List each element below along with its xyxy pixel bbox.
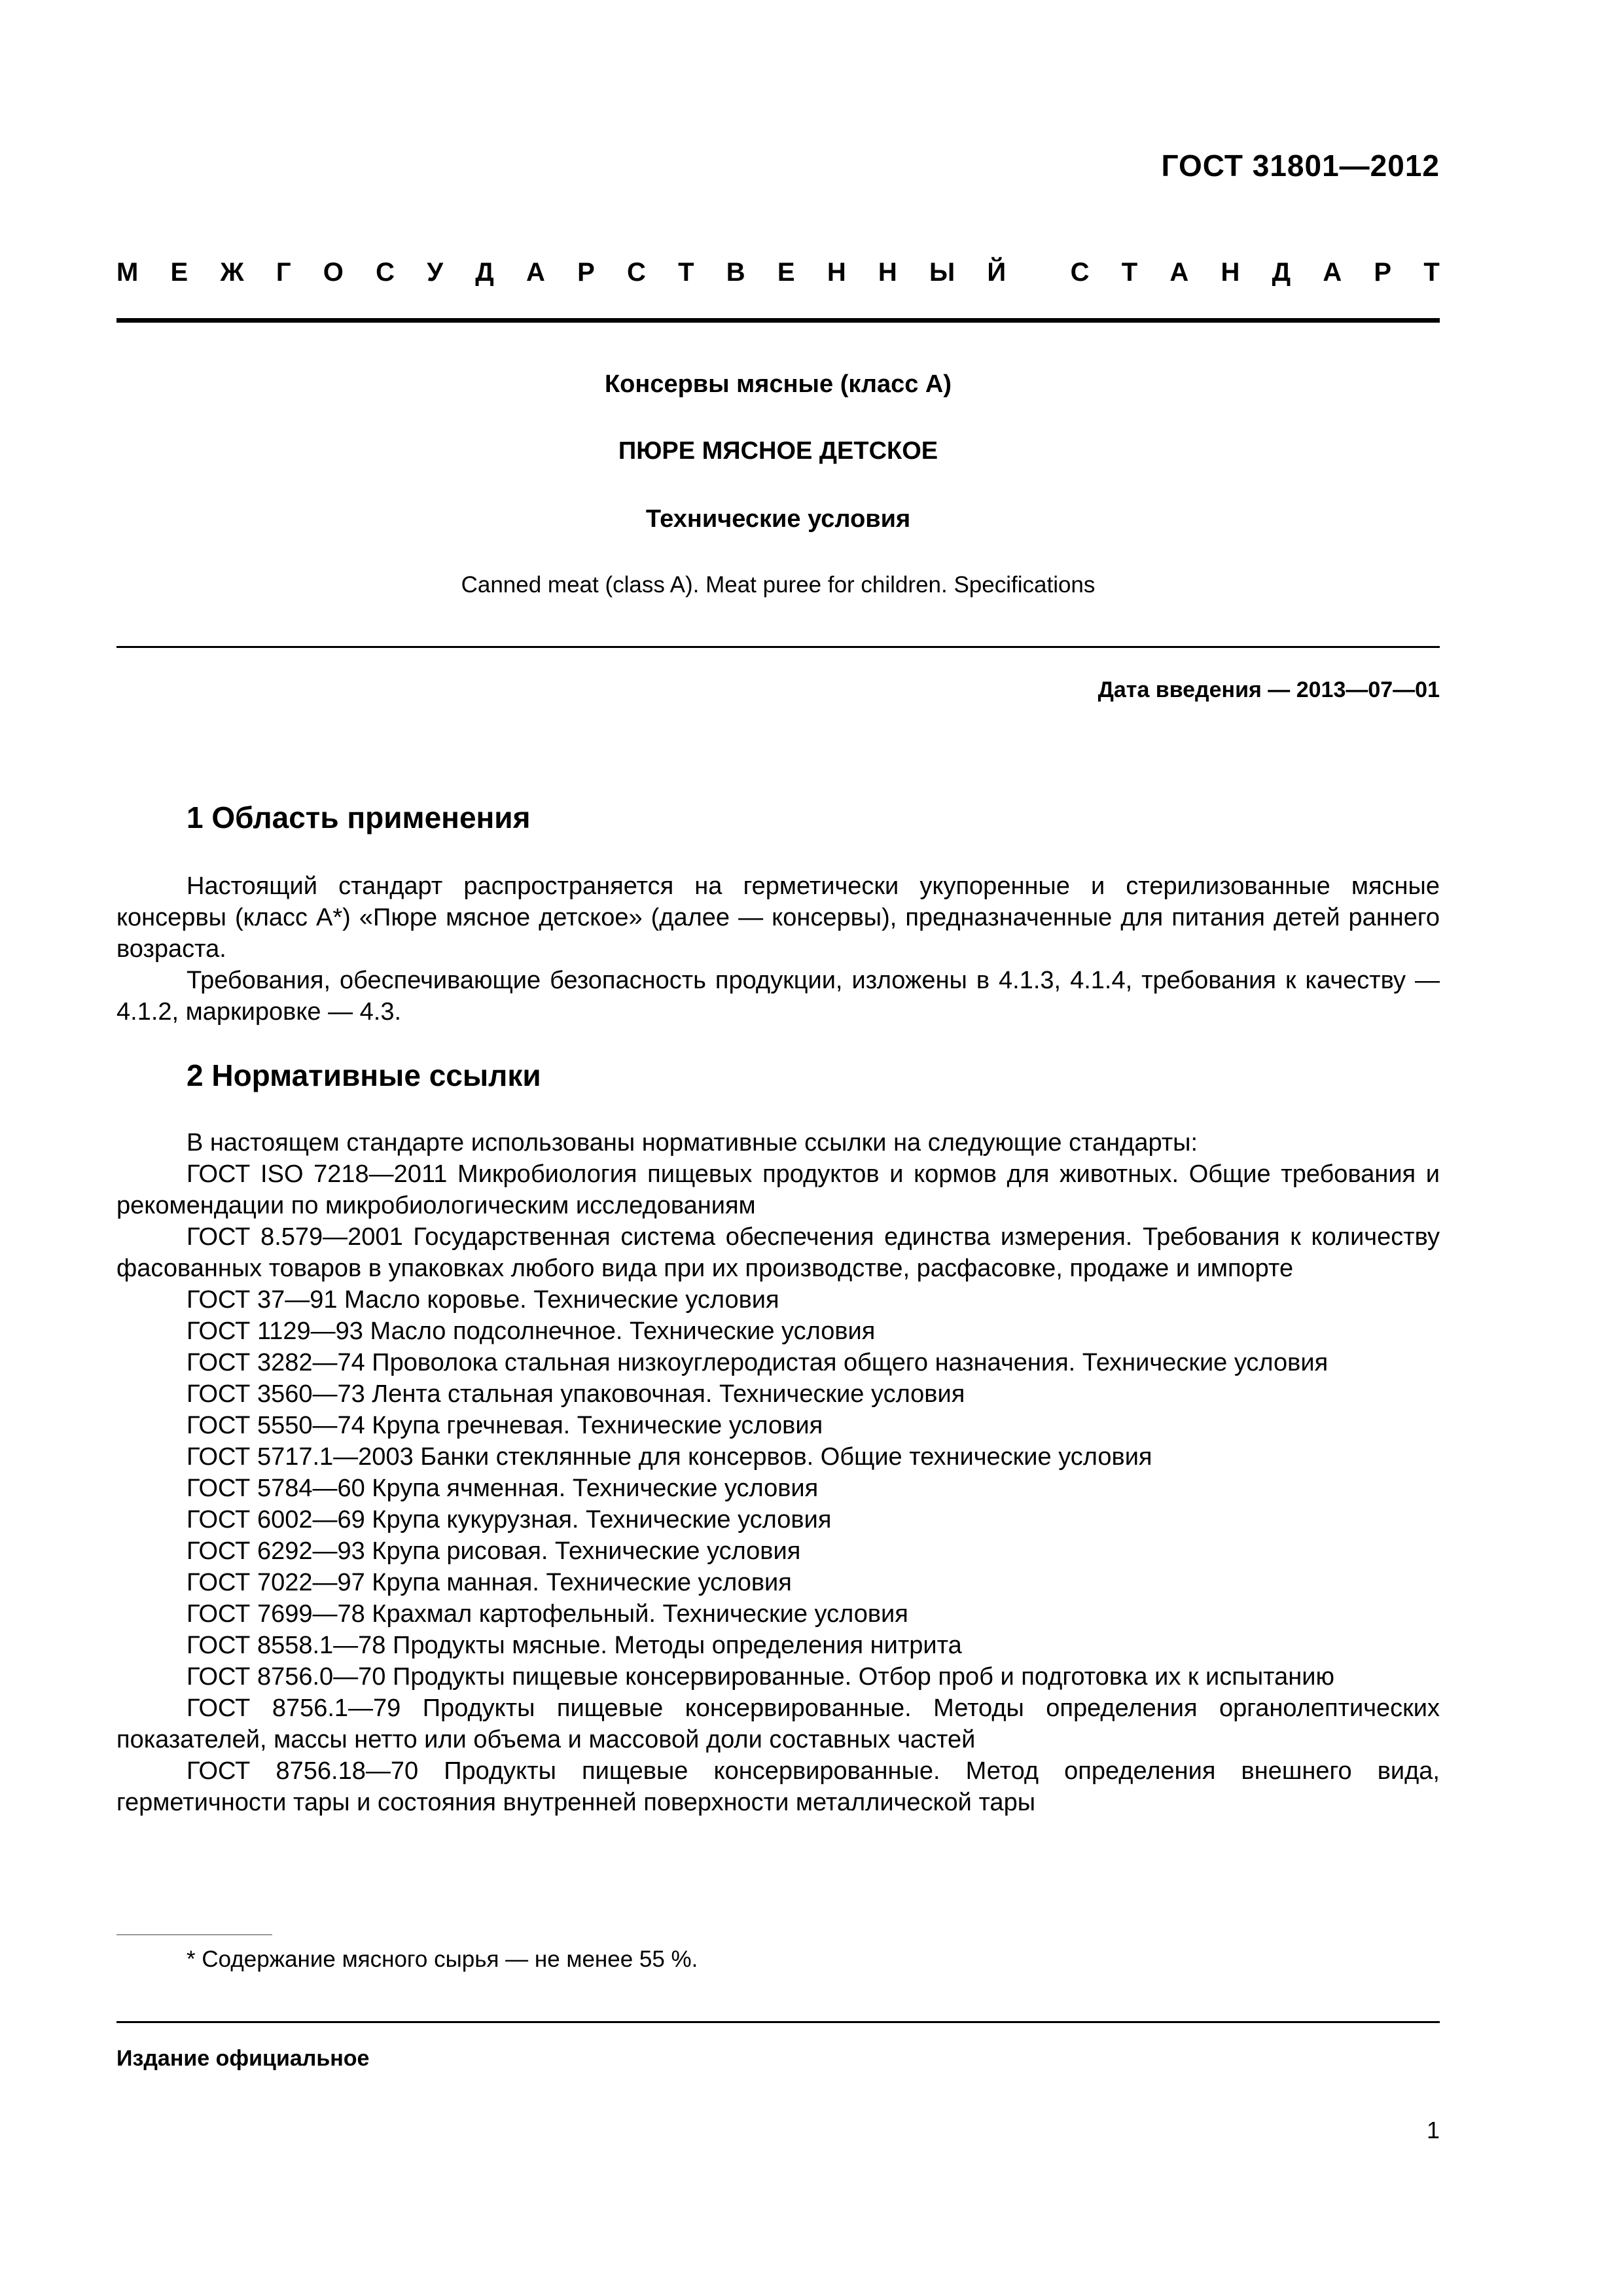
introduction-date: Дата введения — 2013—07—01 <box>1097 677 1440 702</box>
banner-letter: С <box>376 258 395 287</box>
title-rule <box>116 646 1440 648</box>
banner-letter: У <box>427 258 444 287</box>
reference-item: ГОСТ 1129—93 Масло подсолнечное. Технические условия <box>187 1318 876 1345</box>
banner-letter: С <box>1070 258 1090 287</box>
references-list <box>116 1158 1440 1818</box>
banner-letter: А <box>526 258 545 287</box>
title-english: Canned meat (class A). Meat puree for children. Specifications <box>461 572 1096 598</box>
reference-item: ГОСТ 8.579—2001 Государственная система обеспечения единства измерения. Требования к количеству фасованных товаров в упаковках любого вида при их производстве, расфасовке, продаже и импорте <box>116 1223 1440 1282</box>
banner-letter: Е <box>170 258 188 287</box>
reference-item: ГОСТ 7022—97 Крупа манная. Технические условия <box>187 1569 792 1596</box>
banner-letter: Т <box>1423 258 1440 287</box>
section-1-heading: 1 Область применения <box>187 800 531 834</box>
section-2-body <box>116 1127 1440 1818</box>
banner-letter: О <box>323 258 344 287</box>
banner-letter: С <box>627 258 646 287</box>
banner-letter: А <box>1323 258 1342 287</box>
banner-letter: М <box>116 258 139 287</box>
reference-item: ГОСТ 8558.1—78 Продукты мясные. Методы определения нитрита <box>187 1632 962 1659</box>
banner-letter: Н <box>1221 258 1240 287</box>
reference-item: ГОСТ 3282—74 Проволока стальная низкоуглеродистая общего назначения. Технические условия <box>187 1349 1329 1376</box>
reference-item: ГОСТ 5784—60 Крупа ячменная. Технические условия <box>187 1475 819 1502</box>
banner-letter: Р <box>1374 258 1392 287</box>
reference-item: ГОСТ 5717.1—2003 Банки стеклянные для консервов. Общие технические условия <box>187 1443 1152 1471</box>
reference-item: ГОСТ ISO 7218—2011 Микробиология пищевых продуктов и кормов для животных. Общие требования и рекомендации по микробиологическим исследованиям <box>116 1160 1440 1219</box>
banner-letter: А <box>1169 258 1189 287</box>
banner-letter: Р <box>577 258 595 287</box>
title-subtitle: Технические условия <box>645 505 911 533</box>
banner-letter: Н <box>827 258 846 287</box>
banner-letter: Ж <box>220 258 244 287</box>
banner-letter: Г <box>276 258 291 287</box>
section-1-paragraph: Требования, обеспечивающие безопасность продукции, изложены в 4.1.3, 4.1.4, требования к качеству — 4.1.2, маркировке — 4.3. <box>116 967 1440 1026</box>
reference-item: ГОСТ 7699—78 Крахмал картофельный. Технические условия <box>187 1600 908 1628</box>
interstate-standard-banner <box>116 258 1440 287</box>
reference-item: ГОСТ 3560—73 Лента стальная упаковочная. Технические условия <box>187 1380 965 1408</box>
references-intro: В настоящем стандарте использованы нормативные ссылки на следующие стандарты: <box>187 1129 1198 1157</box>
page-number: 1 <box>1426 2117 1440 2144</box>
section-1-body <box>116 870 1440 1028</box>
footnote: * Содержание мясного сырья — не менее 55 %. <box>187 1946 698 1972</box>
section-2-heading: 2 Нормативные ссылки <box>187 1058 541 1092</box>
official-edition-label: Издание официальное <box>116 2046 370 2071</box>
title-category: Консервы мясные (класс А) <box>604 370 952 398</box>
footer-rule <box>116 2021 1440 2023</box>
banner-letter: Т <box>1121 258 1138 287</box>
banner-letter: Ы <box>929 258 955 287</box>
banner-letter: Е <box>777 258 795 287</box>
banner-letter: Н <box>878 258 897 287</box>
reference-item: ГОСТ 5550—74 Крупа гречневая. Технические условия <box>187 1412 823 1439</box>
header-rule <box>116 318 1440 323</box>
banner-letter: Д <box>475 258 494 287</box>
banner-letter: Т <box>678 258 694 287</box>
title-name: ПЮРЕ МЯСНОЕ ДЕТСКОЕ <box>618 437 938 465</box>
banner-letter: В <box>726 258 745 287</box>
banner-letter: Й <box>987 258 1007 287</box>
reference-item: ГОСТ 6292—93 Крупа рисовая. Технические условия <box>187 1537 801 1565</box>
reference-item: ГОСТ 37—91 Масло коровье. Технические условия <box>187 1286 779 1314</box>
reference-item: ГОСТ 6002—69 Крупа кукурузная. Технические условия <box>187 1506 832 1534</box>
reference-item: ГОСТ 8756.18—70 Продукты пищевые консервированные. Метод определения внешнего вида, герметичности тары и состояния внутренней поверхности металлической тары <box>116 1757 1440 1816</box>
reference-item: ГОСТ 8756.0—70 Продукты пищевые консервированные. Отбор проб и подготовка их к испытанию <box>187 1663 1334 1691</box>
banner-letter: Д <box>1272 258 1291 287</box>
footnote-rule <box>116 1934 272 1935</box>
standard-number: ГОСТ 31801—2012 <box>1161 149 1440 183</box>
section-1-paragraph: Настоящий стандарт распространяется на герметически укупоренные и стерилизованные мясные консервы (класс А*) «Пюре мясное детское» (далее — консервы), предназначенные для питания детей раннего возраста. <box>116 872 1440 963</box>
reference-item: ГОСТ 8756.1—79 Продукты пищевые консервированные. Методы определения органолептических показателей, массы нетто или объема и массовой доли составных частей <box>116 1695 1440 1753</box>
